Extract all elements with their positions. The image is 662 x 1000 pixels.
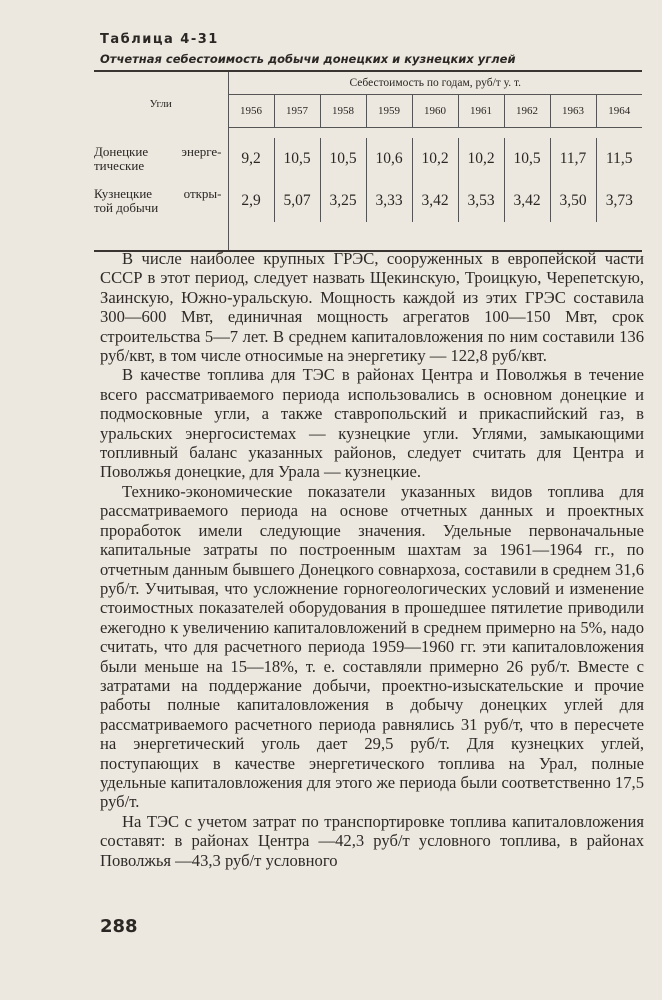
row-label-line1 — [94, 187, 228, 201]
paragraph: Технико-экономические показатели указанных видов топлива для рассматриваемого периода на основе отчетных данных и проектных проработок имели следующие значения. Удельные первоначальные капитальные затраты по построенным шахтам за 1961—1964 гг., по отчетным данным бывшего Донецкого совнархоза, составили в среднем 31,6 руб/т. Учитывая, что усложнение горногеологических условий и изменение стоимостных показателей оборудования в прошедшее пятилетие приводили ежегодно к увеличению капиталовложений в среднем примерно на 5%, надо считать, что для расчетного периода 1959—1960 гг. эти капиталовложения были меньше на 15—18%, т. е. составляли примерно 26 руб/т. Вместе с затратами на поддержание добычи, проектно-изыскательские и прочие работы полные капиталовложения в добычу донецких углей для рассматриваемого расчетного периода равнялись 31 руб/т, что в пересчете на энергетический уголь дает 29,5 руб/т. Для кузнецких углей, поступающих в качестве энергетического топлива на Урал, полные удельные капиталовложения для этого же периода были соответственно 17,5 руб/т. — [100, 481, 644, 812]
row-label-line2: той добычи — [94, 200, 159, 215]
value-cell: 11,7 — [550, 138, 596, 180]
value-cell: 3,53 — [458, 180, 504, 222]
table-row — [94, 138, 642, 180]
paragraph: В числе наиболее крупных ГРЭС, сооруженных в европейской части СССР в этот период, следует назвать Щекинскую, Троицкую, Черепетскую, Заинскую, Южно-уральскую. Мощность каждой из этих ГРЭС составила 300—600 Мвт, единичная мощность агрегатов 100—150 Мвт, срок строительства 5—7 лет. В среднем капиталовложения по ним составили 136 руб/квт, в том числе относимые на энергетику — 122,8 руб/квт. — [100, 249, 644, 366]
header-coal-text: Угли — [149, 97, 172, 110]
row-label-part: Кузнецкие — [94, 186, 153, 201]
year-cell: 1964 — [596, 95, 642, 128]
row-label-line2: тические — [94, 158, 145, 173]
table-spacer — [94, 222, 642, 250]
year-cell: 1962 — [504, 95, 550, 128]
row-label-kuznetsk — [94, 180, 228, 222]
value-cell: 10,2 — [412, 138, 458, 180]
year-cell: 1963 — [550, 95, 596, 128]
table-number: Таблица 4-31 — [100, 32, 219, 47]
year-cell: 1959 — [366, 95, 412, 128]
value-cell: 3,50 — [550, 180, 596, 222]
table-top-rule — [94, 71, 642, 95]
spacer-label — [94, 128, 228, 139]
cost-table — [94, 70, 642, 252]
row-label-line1 — [94, 145, 228, 159]
value-cell: 10,5 — [504, 138, 550, 180]
year-cell: 1958 — [320, 95, 366, 128]
page-number: 288 — [100, 916, 138, 937]
paragraph: На ТЭС с учетом затрат по транспортировке топлива капиталовложения составят: в районах Центра —42,3 руб/т условного топлива, в районах Поволжья —43,3 руб/т условного — [100, 811, 644, 870]
spacer-values — [228, 128, 642, 139]
row-label-donetsk — [94, 138, 228, 180]
value-cell: 10,5 — [274, 138, 320, 180]
year-cell: 1957 — [274, 95, 320, 128]
year-cell: 1960 — [412, 95, 458, 128]
value-cell: 5,07 — [274, 180, 320, 222]
value-cell: 3,42 — [412, 180, 458, 222]
table-spacer — [94, 128, 642, 139]
header-cost-span: Себестоимость по годам, руб/т у. т. — [228, 71, 642, 95]
year-cell: 1956 — [228, 95, 274, 128]
row-label-part: откры- — [183, 186, 222, 201]
value-cell: 3,25 — [320, 180, 366, 222]
paragraph: В качестве топлива для ТЭС в районах Центра и Поволжья в течение всего рассматриваемого периода использовались в основном донецкие и подмосковные угли, а также ставропольский и прикаспийский газ, в уральских энергосистемах — кузнецкие угли. Углями, замыкающими топливный баланс указанных районов, следует считать для Центра и Поволжья донецкие, для Урала — кузнецкие. — [100, 365, 644, 482]
value-cell: 10,6 — [366, 138, 412, 180]
value-cell: 10,2 — [458, 138, 504, 180]
table-row — [94, 180, 642, 222]
value-cell: 9,2 — [241, 150, 261, 167]
value-cell: 3,42 — [504, 180, 550, 222]
body-text — [100, 249, 644, 870]
row-label-part: энерге- — [181, 144, 222, 159]
spacer-values — [228, 222, 642, 250]
value-cell: 3,33 — [366, 180, 412, 222]
header-coal-label — [94, 71, 228, 128]
value-cell: 3,73 — [596, 180, 642, 222]
value-cell: 2,9 — [241, 192, 261, 209]
value-cell: 11,5 — [596, 138, 642, 180]
spacer-label — [94, 222, 228, 250]
year-cell: 1961 — [458, 95, 504, 128]
table-title: Отчетная себестоимость добычи донецких и кузнецких углей — [100, 52, 516, 66]
value-cell: 10,5 — [320, 138, 366, 180]
row-label-part: Донецкие — [94, 144, 149, 159]
